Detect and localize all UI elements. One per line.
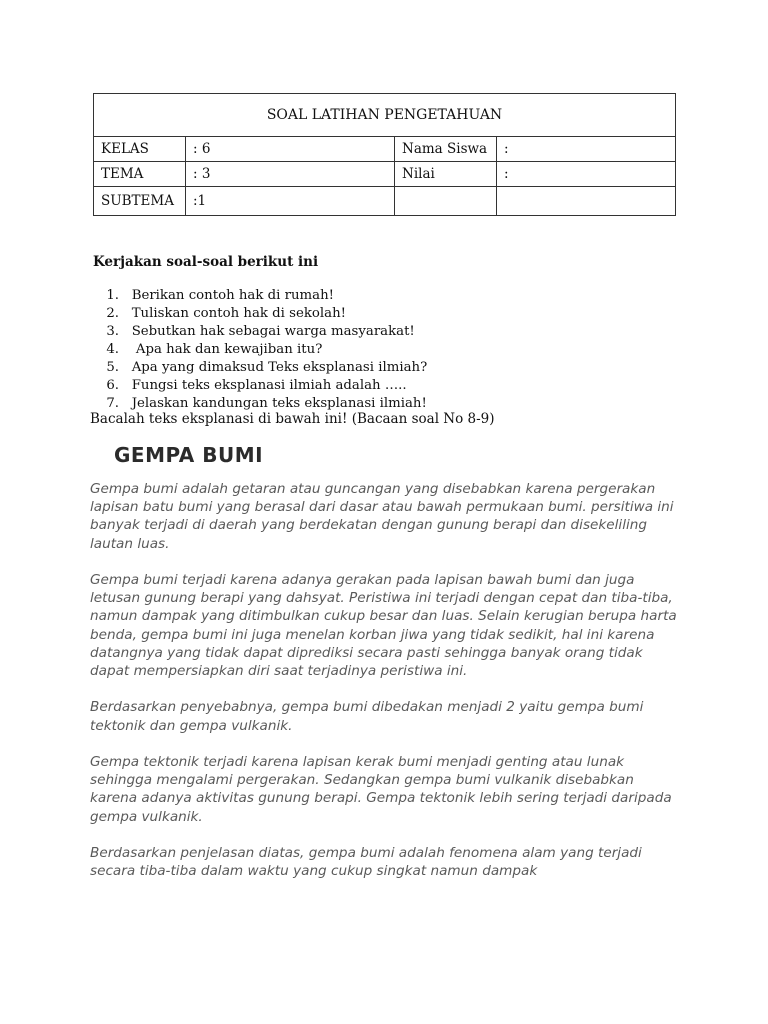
value-tema: : 3 xyxy=(186,162,395,187)
question-number: 1. xyxy=(106,288,119,303)
question-text: Tuliskan contoh hak di sekolah! xyxy=(131,306,346,321)
question-number: 3. xyxy=(106,324,119,339)
article-paragraph: Berdasarkan penjelasan diatas, gempa bumi adalah fenomena alam yang terjadi secara tiba-tiba dalam waktu yang cukup singkat namun dampak xyxy=(90,845,642,880)
label-nilai: Nilai xyxy=(395,162,497,187)
article-paragraph: Gempa bumi terjadi karena adanya gerakan pada lapisan bawah bumi dan juga letusan gunung berapi yang dahsyat. Peristiwa ini terjadi dengan cepat dan tiba-tiba, namun dampak yang ditimbulkan cukup besar dan luas. Selain kerugian berupa harta benda, gempa bumi ini juga menelan korban jiwa yang tidak sedikit, hal ini karena datangnya yang tidak dapat diprediksi secara pasti sehingga banyak orang tidak dapat mempersiapkan diri saat terjadinya peristiwa ini. xyxy=(90,572,677,680)
label-tema: TEMA xyxy=(94,162,186,187)
question-item xyxy=(93,305,427,323)
worksheet-title: SOAL LATIHAN PENGETAHUAN xyxy=(94,94,676,137)
value-nilai: : xyxy=(497,162,676,187)
value-kelas: : 6 xyxy=(186,137,395,162)
empty-cell xyxy=(395,187,497,216)
question-text: Jelaskan kandungan teks eksplanasi ilmiah! xyxy=(131,396,427,411)
question-text: Sebutkan hak sebagai warga masyarakat! xyxy=(131,324,415,339)
article-title: GEMPA BUMI xyxy=(114,443,264,467)
question-list xyxy=(93,287,427,413)
question-text: Apa hak dan kewajiban itu? xyxy=(131,342,323,357)
value-nama-siswa: : xyxy=(497,137,676,162)
question-number: 5. xyxy=(106,360,119,375)
header-table xyxy=(93,93,676,216)
question-item xyxy=(93,377,427,395)
header-row-subtema xyxy=(94,187,676,216)
label-subtema: SUBTEMA xyxy=(94,187,186,216)
question-text: Berikan contoh hak di rumah! xyxy=(131,288,334,303)
empty-cell xyxy=(497,187,676,216)
question-number: 6. xyxy=(106,378,119,393)
question-number: 2. xyxy=(106,306,119,321)
question-number: 7. xyxy=(106,396,119,411)
article-paragraph: Gempa bumi adalah getaran atau guncangan yang disebabkan karena pergerakan lapisan batu bumi yang berasal dari dasar atau bawah permukaan bumi. persitiwa ini banyak terjadi di daerah yang berdekatan dengan gunung berapi dan disekeliling lautan luas. xyxy=(90,481,674,552)
reading-instruction: Bacalah teks eksplanasi di bawah ini! (Bacaan soal No 8-9) xyxy=(90,411,495,427)
instruction-text: Kerjakan soal-soal berikut ini xyxy=(93,254,319,270)
article-paragraph: Berdasarkan penyebabnya, gempa bumi dibedakan menjadi 2 yaitu gempa bumi tektonik dan gempa vulkanik. xyxy=(90,699,644,734)
question-text: Apa yang dimaksud Teks eksplanasi ilmiah? xyxy=(131,360,428,375)
label-nama-siswa: Nama Siswa xyxy=(395,137,497,162)
question-item xyxy=(93,359,427,377)
article-paragraph: Gempa tektonik terjadi karena lapisan kerak bumi menjadi genting atau lunak sehingga mengalami pergerakan. Sedangkan gempa bumi vulkanik disebabkan karena adanya aktivitas gunung berapi. Gempa tektonik lebih sering terjadi daripada gempa vulkanik. xyxy=(90,754,672,825)
question-item xyxy=(93,287,427,305)
header-row-kelas xyxy=(94,137,676,162)
label-kelas: KELAS xyxy=(94,137,186,162)
value-subtema: :1 xyxy=(186,187,395,216)
question-item xyxy=(93,323,427,341)
question-item xyxy=(93,341,427,359)
article-body xyxy=(90,480,680,899)
header-title-row xyxy=(94,94,676,137)
question-number: 4. xyxy=(106,342,119,357)
header-row-tema xyxy=(94,162,676,187)
question-text: Fungsi teks eksplanasi ilmiah adalah ….. xyxy=(131,378,407,393)
